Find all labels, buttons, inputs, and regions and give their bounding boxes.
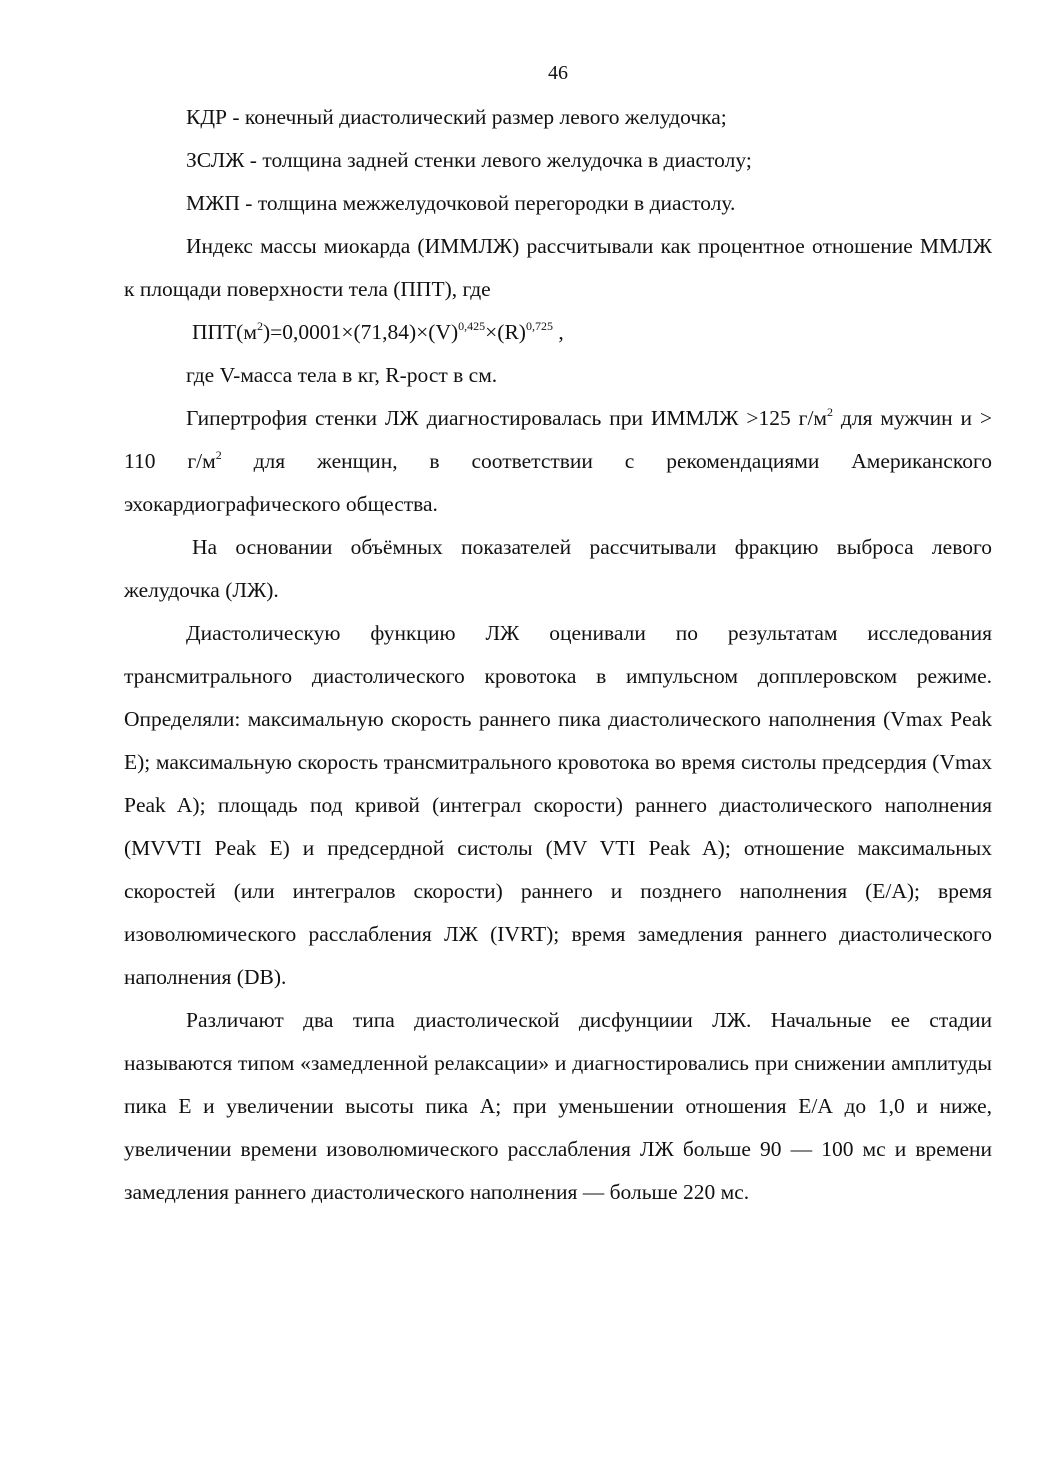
formula-part: ППТ(м — [192, 320, 257, 344]
formula-superscript: 2 — [256, 319, 263, 333]
formula-part: )=0,0001×(71,84)×(V) — [262, 320, 459, 344]
paragraph-dysfunction-types: Различают два типа диастолической дисфунциии ЛЖ. Начальные ее стадии называются типом «замедленной релаксации» и диагностировались при снижении амплитуды пика Е и увеличении высоты пика А; при уменьшении отношения Е/А до 1,0 и ниже, увеличении времени изоволюмического расслабления ЛЖ больше 90 — 100 мс и времени замедления раннего диастолического наполнения — больше 220 мс. — [124, 1008, 992, 1204]
formula-superscript: 0,725 — [525, 319, 553, 333]
formula-superscript: 0,425 — [458, 319, 486, 333]
page-number: 46 — [548, 62, 568, 84]
paragraph-hypertrophy-criteria — [124, 397, 992, 526]
formula-part: ×(R) — [485, 320, 526, 344]
document-body — [124, 96, 992, 1214]
paragraph-mzhp: МЖП - толщина межжелудочковой перегородки в диастолу. — [186, 191, 736, 215]
text-run: Гипертрофия стенки ЛЖ диагностировалась при ИММЛЖ >125 г/м — [186, 406, 828, 430]
superscript: 2 — [215, 448, 222, 462]
paragraph-kdr: КДР - конечный диастолический размер левого желудочка; — [186, 105, 727, 129]
formula-body-surface-area — [124, 311, 992, 354]
paragraph-zslzh: ЗСЛЖ - толщина задней стенки левого желудочка в диастолу; — [186, 148, 752, 172]
formula-part: , — [552, 320, 564, 344]
paragraph-myocardial-mass-index: Индекс массы миокарда (ИММЛЖ) рассчитывали как процентное отношение ММЛЖ к площади поверхности тела (ППТ), где — [124, 234, 992, 301]
superscript: 2 — [827, 405, 834, 419]
paragraph-diastolic-function: Диастолическую функцию ЛЖ оценивали по результатам исследования трансмитрального диастолического кровотока в импульсном допплеровском режиме. Определяли: максимальную скорость раннего пика диастолического наполнения (Vmax Peak E); максимальную скорость трансмитрального кровотока во время систолы предсердия (Vmax Peak A); площадь под кривой (интеграл скорости) раннего диастолического наполнения (MVVTI Peak E) и предсердной систолы (MV VTI Peak A); отношение максимальных скоростей (или интегралов скорости) раннего и позднего наполнения (E/A); время изоволюмического расслабления ЛЖ (IVRT); время замедления раннего диастолического наполнения (DB). — [124, 621, 992, 989]
text-run: для женщин, в соответствии с рекомендациями Американского эхокардиографического общества. — [124, 449, 992, 516]
paragraph-ejection-fraction: На основании объёмных показателей рассчитывали фракцию выброса левого желудочка (ЛЖ). — [124, 535, 992, 602]
text-run: для мужчин и > 110 г/м — [124, 406, 992, 473]
paragraph-formula-legend: где V-масса тела в кг, R-рост в см. — [186, 363, 498, 387]
